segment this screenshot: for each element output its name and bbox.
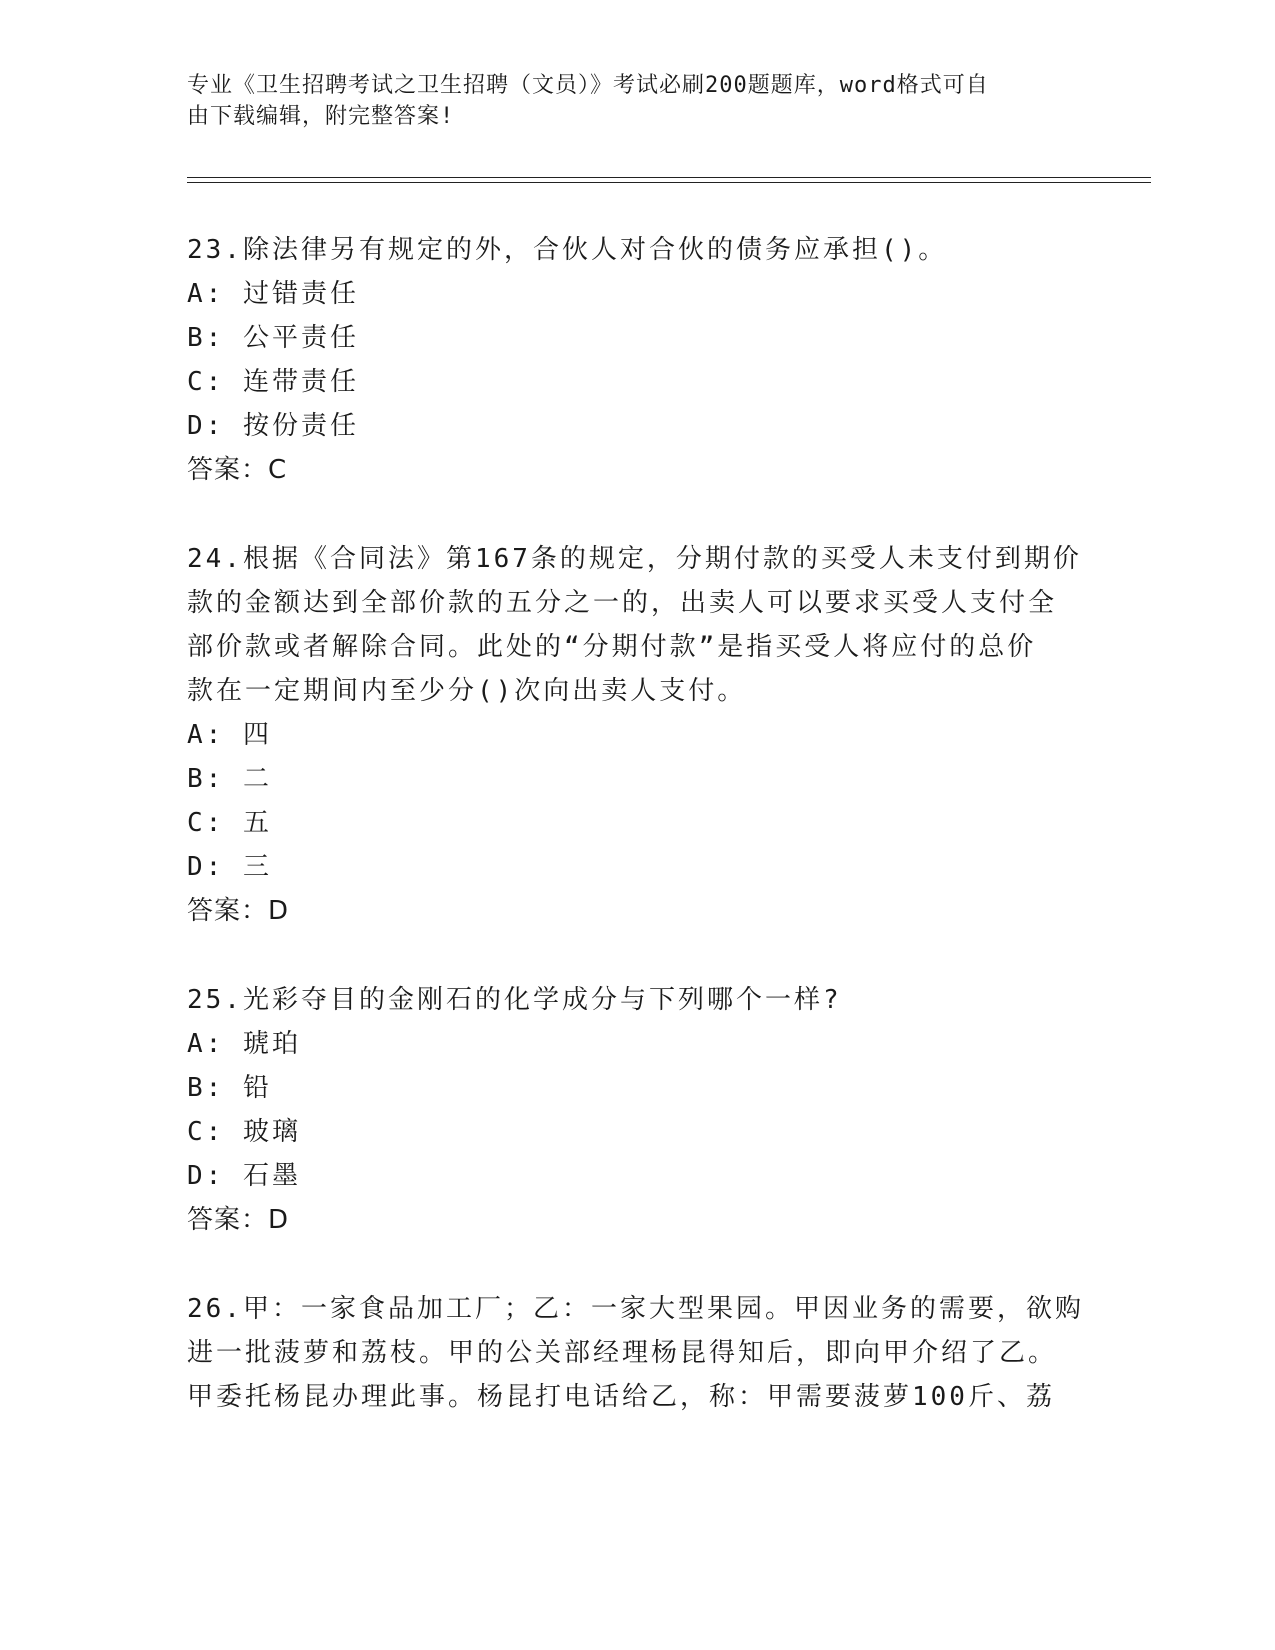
- question-24-option-c: C: 五: [187, 808, 272, 838]
- question-25-option-b: B: 铅: [187, 1073, 272, 1103]
- question-24-stem-line-4: 款在一定期间内至少分()次向出卖人支付。: [187, 676, 747, 706]
- question-25-option-d: D: 石墨: [187, 1161, 301, 1191]
- question-24-stem-line-2: 款的金额达到全部价款的五分之一的，出卖人可以要求买受人支付全: [187, 588, 1058, 618]
- question-23-option-d: D: 按份责任: [187, 411, 359, 441]
- question-23-option-b: B: 公平责任: [187, 323, 359, 353]
- question-23-option-a: A: 过错责任: [187, 279, 359, 309]
- question-25-option-c: C: 玻璃: [187, 1117, 301, 1147]
- question-26-stem-line-1: 26.甲：一家食品加工厂；乙：一家大型果园。甲因业务的需要，欲购: [187, 1294, 1084, 1324]
- question-24-option-d: D: 三: [187, 852, 272, 882]
- question-24-stem-line-1: 24.根据《合同法》第167条的规定，分期付款的买受人未支付到期价: [187, 544, 1082, 574]
- header-divider-top: [187, 177, 1151, 178]
- header-divider-bottom: [187, 182, 1151, 183]
- question-24-stem-line-3: 部价款或者解除合同。此处的“分期付款”是指买受人将应付的总价: [187, 632, 1037, 662]
- question-25-stem-line-1: 25.光彩夺目的金刚石的化学成分与下列哪个一样?: [187, 985, 842, 1015]
- question-24-option-b: B: 二: [187, 764, 272, 794]
- question-25-option-a: A: 琥珀: [187, 1029, 301, 1059]
- question-25-answer: 答案：D: [187, 1205, 290, 1235]
- question-23-answer: 答案：C: [187, 455, 288, 485]
- header-line-2: 由下载编辑，附完整答案!: [187, 104, 455, 129]
- question-23-stem-line-1: 23.除法律另有规定的外，合伙人对合伙的债务应承担()。: [187, 235, 948, 265]
- question-26-stem-line-2: 进一批菠萝和荔枝。甲的公关部经理杨昆得知后，即向甲介绍了乙。: [187, 1338, 1058, 1368]
- question-23-option-c: C: 连带责任: [187, 367, 359, 397]
- question-24-option-a: A: 四: [187, 720, 272, 750]
- header-line-1: 专业《卫生招聘考试之卫生招聘（文员）》考试必刷200题题库，word格式可自: [187, 73, 989, 98]
- document-header: [187, 70, 1067, 132]
- question-24-answer: 答案：D: [187, 896, 290, 926]
- question-26-stem-line-3: 甲委托杨昆办理此事。杨昆打电话给乙，称：甲需要菠萝100斤、荔: [187, 1382, 1055, 1412]
